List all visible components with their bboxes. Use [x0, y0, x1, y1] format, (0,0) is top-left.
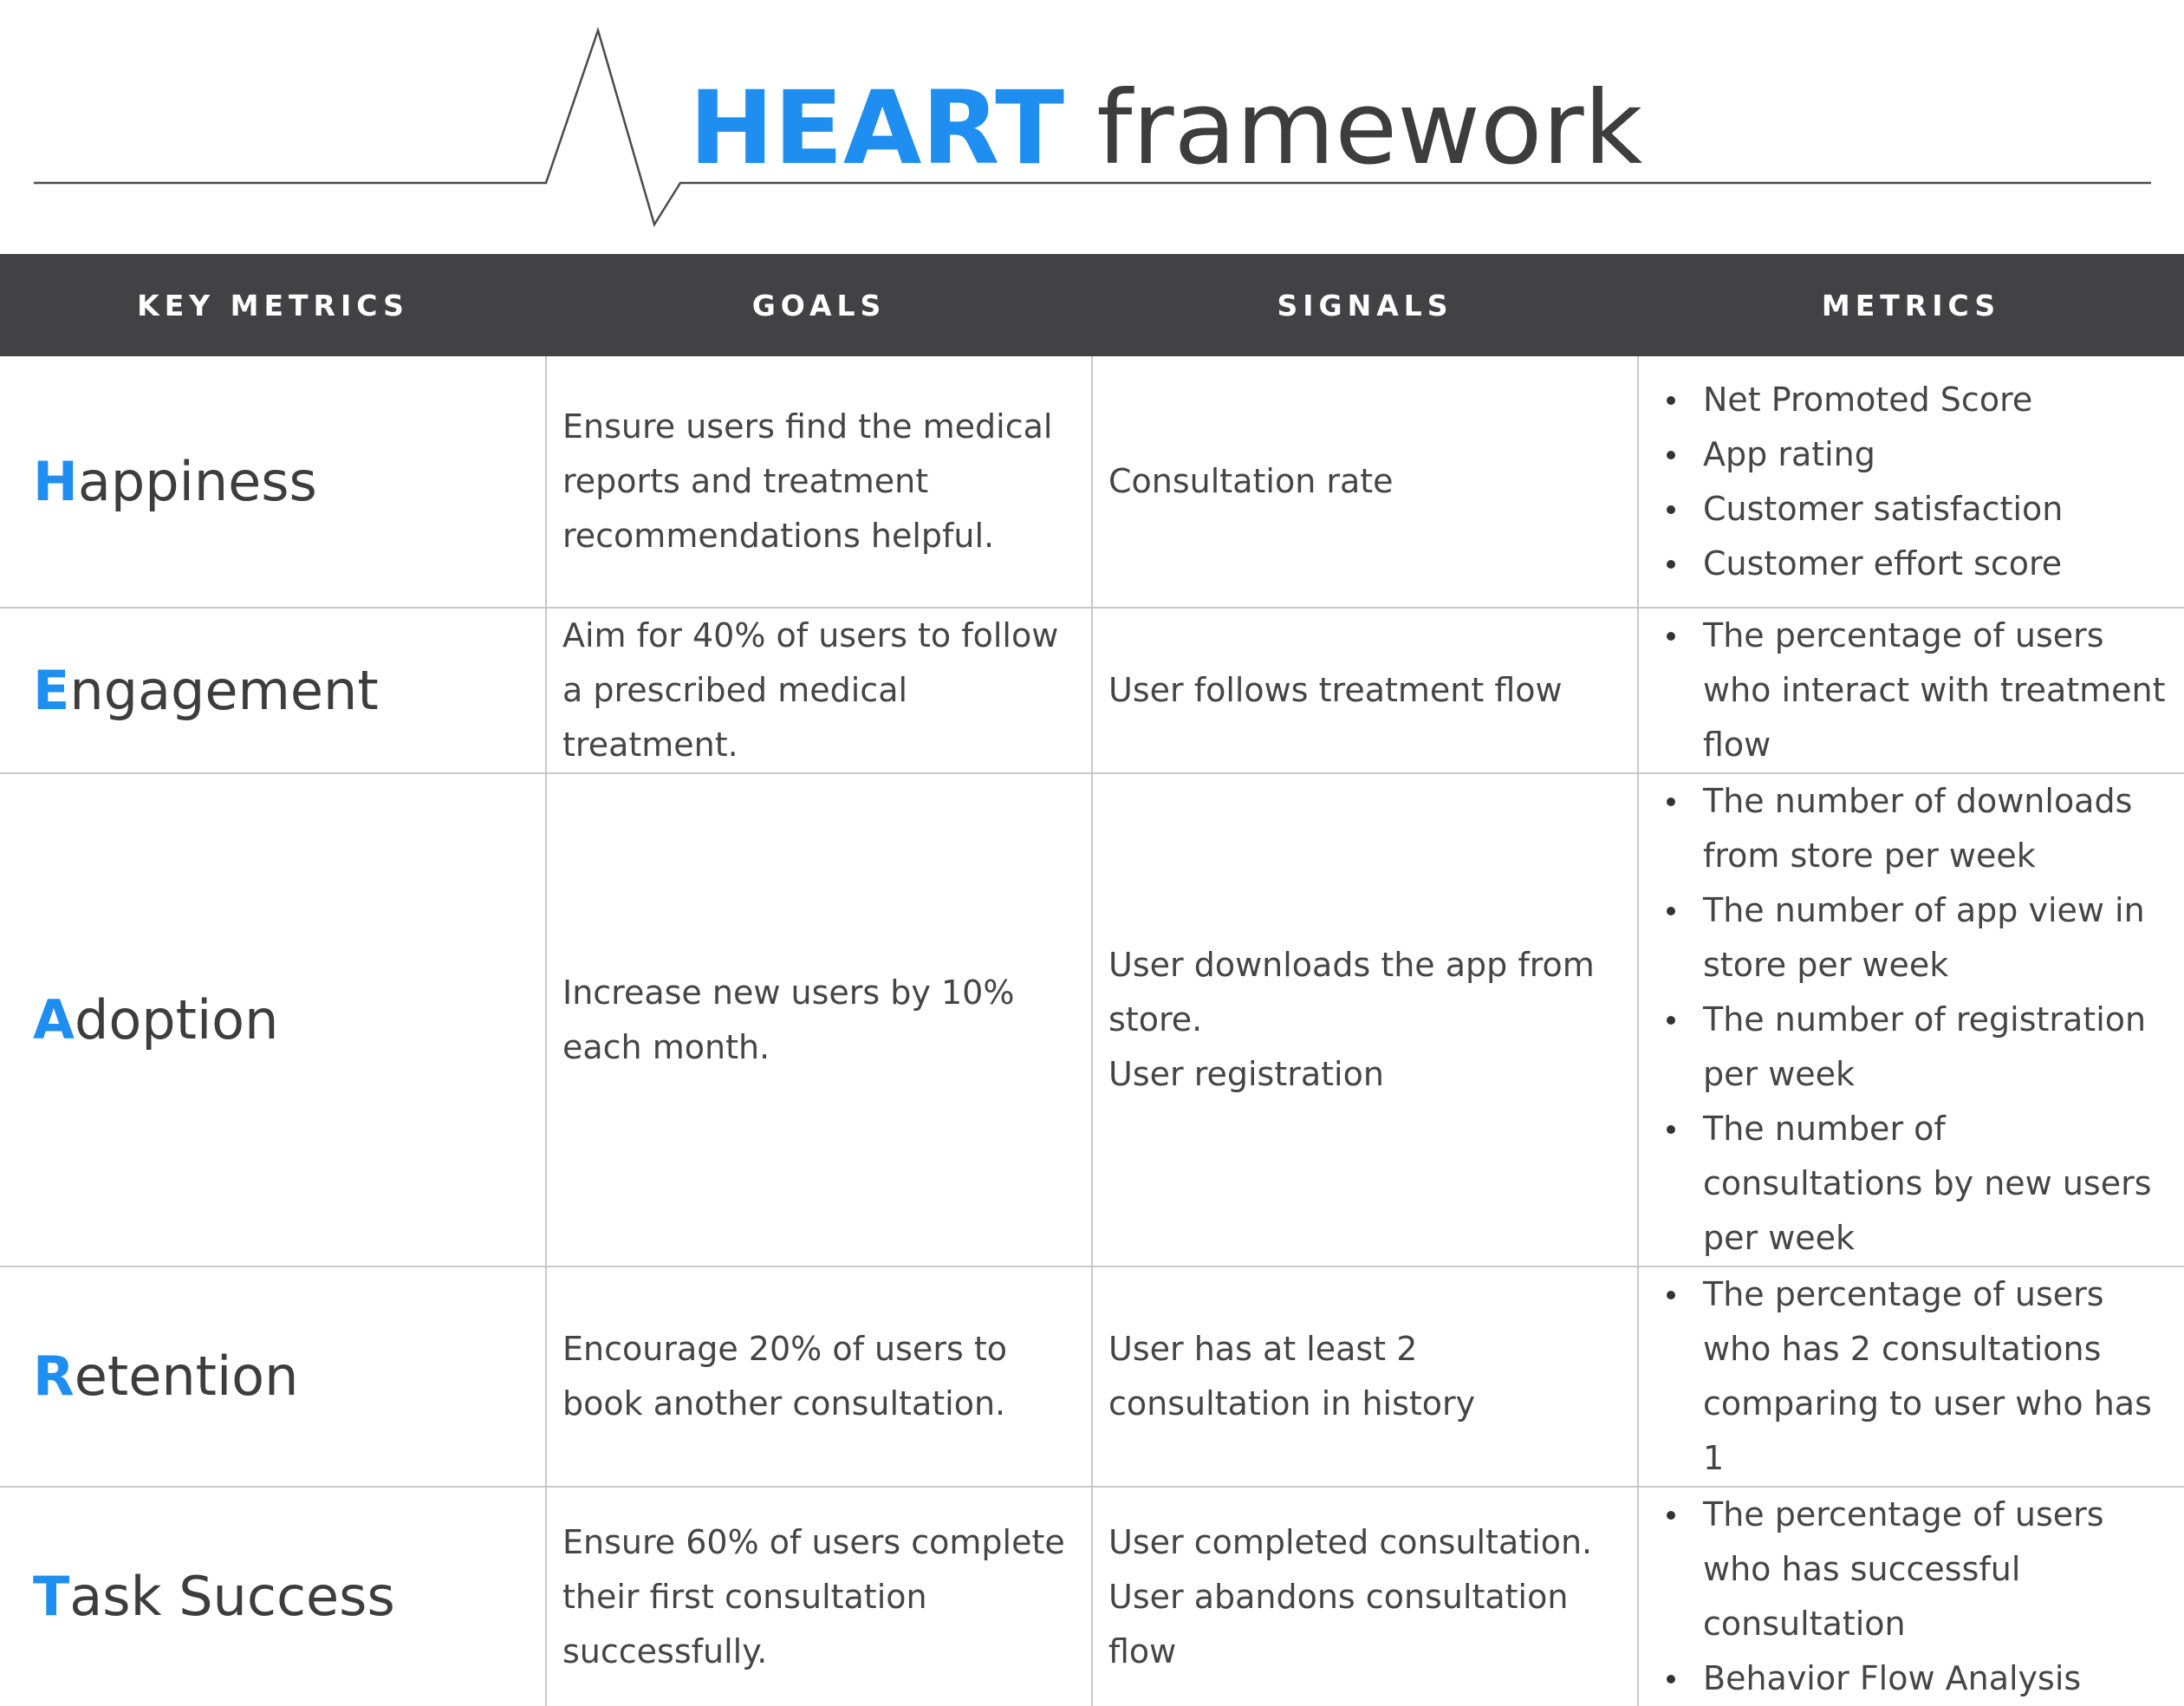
signal-text: User has at least 2 consultation in history — [1108, 1330, 1476, 1423]
metric-list-item: The percentage of users who interact with treatment flow — [1703, 609, 2170, 772]
key-metric-cell — [0, 356, 546, 608]
metric-list-item: Customer effort score — [1703, 537, 2170, 591]
metrics-cell — [1638, 1487, 2184, 1706]
metric-list-item: The percentage of users who has successful consultation — [1703, 1488, 2170, 1651]
signal-text: Consultation rate — [1108, 462, 1394, 500]
key-metric-cell — [0, 773, 546, 1266]
metrics-list — [1654, 774, 2170, 1266]
metric-list-item: Customer satisfaction — [1703, 482, 2170, 537]
signal-text: User downloads the app from store. — [1108, 946, 1595, 1039]
table-row — [0, 608, 2184, 773]
key-metric-label: etention — [74, 1345, 299, 1408]
heart-table — [0, 254, 2184, 1706]
column-header-goals: GOALS — [546, 254, 1092, 356]
signals-cell — [1092, 1487, 1638, 1706]
goal-cell: Encourage 20% of users to book another consultation. — [546, 1266, 1092, 1487]
signal-text: User follows treatment flow — [1108, 671, 1563, 709]
metric-list-item: App rating — [1703, 427, 2170, 482]
signal-text: User registration — [1108, 1055, 1384, 1093]
metric-list-item: The number of registration per week — [1703, 993, 2170, 1102]
signals-cell — [1092, 773, 1638, 1266]
signal-text: User completed consultation. — [1108, 1522, 1593, 1561]
signals-cell — [1092, 608, 1638, 773]
metrics-list — [1654, 1488, 2170, 1706]
column-header-metrics: METRICS — [1638, 254, 2184, 356]
key-metric-cell — [0, 1266, 546, 1487]
goal-cell: Aim for 40% of users to follow a prescribed medical treatment. — [546, 608, 1092, 773]
table-row — [0, 1487, 2184, 1706]
title-rest: framework — [1096, 68, 1643, 187]
signals-cell — [1092, 1266, 1638, 1487]
column-header-signals: SIGNALS — [1092, 254, 1638, 356]
key-metric-initial: H — [33, 449, 78, 513]
metric-list-item: The number of downloads from store per week — [1703, 774, 2170, 883]
metrics-list — [1654, 1267, 2170, 1486]
key-metric-cell — [0, 608, 546, 773]
key-metric-initial: R — [33, 1345, 75, 1408]
metrics-list — [1654, 373, 2170, 591]
column-header-key-metrics: KEY METRICS — [0, 254, 546, 356]
signal-text: User abandons consultation flow — [1108, 1577, 1569, 1670]
metric-list-item: The number of consultations by new users per week — [1703, 1102, 2170, 1266]
metrics-list — [1654, 609, 2170, 772]
metric-list-item: The number of app view in store per week — [1703, 883, 2170, 993]
table-header-row — [0, 254, 2184, 356]
key-metric-label: ask Success — [69, 1565, 395, 1628]
metrics-cell — [1638, 773, 2184, 1266]
metric-list-item: Behavior Flow Analysis — [1703, 1651, 2170, 1706]
page-title — [689, 68, 1642, 189]
key-metric-initial: A — [33, 987, 75, 1052]
table-row — [0, 356, 2184, 608]
table-row — [0, 1266, 2184, 1487]
key-metric-label: doption — [74, 987, 279, 1052]
goal-cell: Ensure users find the medical reports and treatment recommendations helpful. — [546, 356, 1092, 608]
metric-list-item: The percentage of users who has 2 consultations comparing to user who has 1 — [1703, 1267, 2170, 1486]
key-metric-label: ngagement — [69, 658, 379, 722]
table-body — [0, 356, 2184, 1706]
metrics-cell — [1638, 608, 2184, 773]
metrics-cell — [1638, 356, 2184, 608]
metrics-cell — [1638, 1266, 2184, 1487]
key-metric-label: appiness — [77, 449, 317, 513]
title-accent: HEART — [689, 68, 1065, 187]
table-row — [0, 773, 2184, 1266]
goal-cell: Ensure 60% of users complete their first consultation successfully. — [546, 1487, 1092, 1706]
goal-cell: Increase new users by 10% each month. — [546, 773, 1092, 1266]
key-metric-initial: E — [33, 658, 70, 722]
page-header — [0, 0, 2184, 254]
key-metric-initial: T — [33, 1565, 70, 1628]
key-metric-cell — [0, 1487, 546, 1706]
signals-cell — [1092, 356, 1638, 608]
metric-list-item: Net Promoted Score — [1703, 373, 2170, 427]
